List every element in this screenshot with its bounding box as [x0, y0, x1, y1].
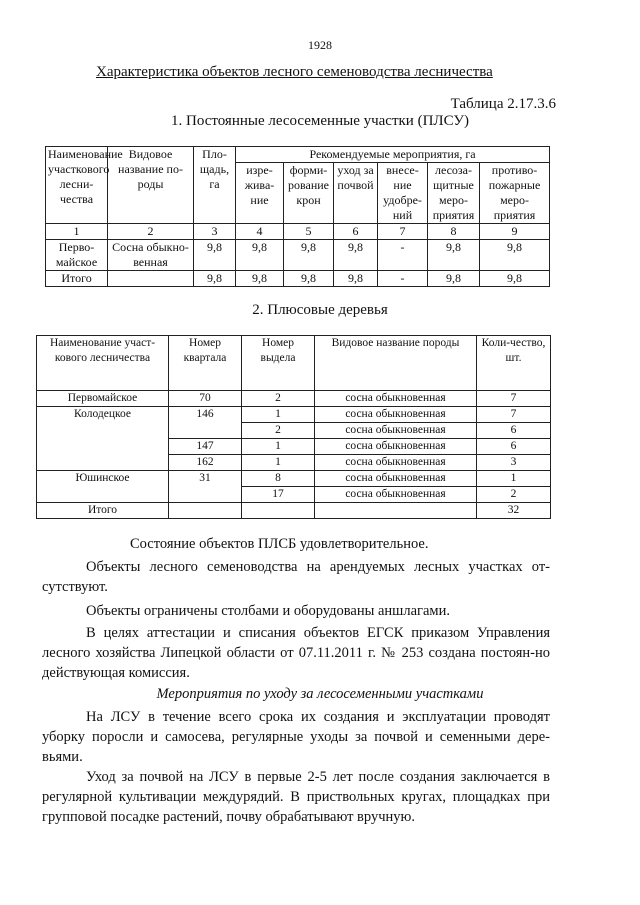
cell-species: сосна обыкновенная — [315, 471, 477, 487]
paragraph-text: В целях аттестации и списания объектов ЕГСК приказом Управления лесного хозяйства Липецкой области от 07.11.2011 г. № 253 создана постоян-но действующая комиссия. — [42, 625, 550, 681]
cell-value: 9,8 — [284, 271, 334, 287]
paragraph — [86, 534, 550, 554]
paragraph-text: На ЛСУ в течение всего срока их создания и эксплуатации проводят уборку поросли и самосева, регулярные уходы за почвой и семенными дере-вьями. — [42, 709, 550, 765]
col-number: 3 — [194, 224, 236, 240]
col-number: 7 — [378, 224, 428, 240]
section-1-title: 1. Постоянные лесосеменные участки (ПЛСУ) — [170, 113, 469, 129]
cell-species: Сосна обыкно-венная — [108, 240, 194, 271]
cell-value: - — [378, 271, 428, 287]
page-number: 1928 — [308, 38, 332, 52]
cell-value: 9,8 — [428, 240, 480, 271]
header-species: Видовое название по-роды — [108, 147, 194, 224]
header-quantity: Коли-чество, шт. — [477, 336, 551, 391]
table-header-row — [37, 336, 551, 391]
cell-area: 9,8 — [194, 271, 236, 287]
table-row — [37, 407, 551, 423]
cell-quantity: 2 — [477, 487, 551, 503]
cell-value: 9,8 — [236, 240, 284, 271]
cell-section: 2 — [242, 391, 315, 407]
cell-quantity: 32 — [477, 503, 551, 519]
cell-quantity: 6 — [477, 423, 551, 439]
header-fertilizing: внесе-ние удобре-ний — [378, 163, 428, 224]
cell-value: 9,8 — [334, 271, 378, 287]
cell-quantity: 3 — [477, 455, 551, 471]
table-total-row — [46, 271, 550, 287]
cell-species — [315, 503, 477, 519]
section-2-title: 2. Плюсовые деревья — [252, 302, 388, 318]
cell-quarter: 146 — [169, 407, 242, 439]
cell-name: Перво-майское — [46, 240, 108, 271]
column-number-row — [46, 224, 550, 240]
plsu-table — [45, 146, 550, 287]
cell-forestry: Юшинское — [37, 471, 169, 503]
cell-section: 1 — [242, 407, 315, 423]
header-quarter: Номер квартала — [169, 336, 242, 391]
cell-quarter: 31 — [169, 471, 242, 503]
header-area: Пло-щадь, га — [194, 147, 236, 224]
table-total-row — [37, 503, 551, 519]
cell-section — [242, 503, 315, 519]
table-row — [37, 471, 551, 487]
paragraph-text: Объекты ограничены столбами и оборудованы аншлагами. — [86, 603, 450, 619]
cell-section: 8 — [242, 471, 315, 487]
paragraph — [42, 707, 550, 767]
col-number: 5 — [284, 224, 334, 240]
paragraph — [42, 767, 550, 827]
cell-value: 9,8 — [428, 271, 480, 287]
cell-value: - — [378, 240, 428, 271]
cell-species: сосна обыкновенная — [315, 455, 477, 471]
table-row — [46, 240, 550, 271]
cell-forestry: Первомайское — [37, 391, 169, 407]
cell-forestry: Итого — [37, 503, 169, 519]
header-species: Видовое название породы — [315, 336, 477, 391]
cell-quantity: 6 — [477, 439, 551, 455]
cell-value: 9,8 — [480, 271, 550, 287]
cell-species — [108, 271, 194, 287]
cell-quantity: 7 — [477, 407, 551, 423]
col-number: 1 — [46, 224, 108, 240]
cell-quarter: 162 — [169, 455, 242, 471]
cell-area: 9,8 — [194, 240, 236, 271]
cell-section: 2 — [242, 423, 315, 439]
paragraph — [42, 623, 550, 683]
col-number: 2 — [108, 224, 194, 240]
plus-trees-table — [36, 335, 551, 519]
cell-value: 9,8 — [236, 271, 284, 287]
cell-species: сосна обыкновенная — [315, 439, 477, 455]
col-number: 6 — [334, 224, 378, 240]
subheading: Мероприятия по уходу за лесосеменными участками — [156, 686, 484, 702]
header-name: Наименование участкового лесни-чества — [46, 147, 108, 224]
header-section: Номер выдела — [242, 336, 315, 391]
header-crown-forming: форми-рование крон — [284, 163, 334, 224]
document-title: Характеристика объектов лесного семеноводства лесничества — [96, 64, 493, 80]
header-measures: Рекомендуемые мероприятия, га — [236, 147, 550, 163]
cell-quantity: 7 — [477, 391, 551, 407]
table-number: Таблица 2.17.3.6 — [450, 96, 556, 112]
cell-section: 1 — [242, 455, 315, 471]
header-fire-protection: противо-пожарные меро-приятия — [480, 163, 550, 224]
cell-species: сосна обыкновенная — [315, 391, 477, 407]
cell-species: сосна обыкновенная — [315, 487, 477, 503]
col-number: 4 — [236, 224, 284, 240]
cell-species: сосна обыкновенная — [315, 423, 477, 439]
paragraph — [42, 557, 550, 597]
col-number: 8 — [428, 224, 480, 240]
cell-species: сосна обыкновенная — [315, 407, 477, 423]
paragraph — [42, 601, 550, 621]
paragraph-text: Состояние объектов ПЛСБ удовлетворительное. — [130, 536, 429, 552]
header-thinning: изре-жива-ние — [236, 163, 284, 224]
paragraph-text: Объекты лесного семеноводства на арендуемых лесных участках от-сутствуют. — [42, 559, 550, 595]
cell-value: 9,8 — [334, 240, 378, 271]
cell-section: 1 — [242, 439, 315, 455]
cell-name: Итого — [46, 271, 108, 287]
header-forestry: Наименование участ-кового лесничества — [37, 336, 169, 391]
cell-quarter: 70 — [169, 391, 242, 407]
cell-value: 9,8 — [284, 240, 334, 271]
paragraph-text: Уход за почвой на ЛСУ в первые 2-5 лет после создания заключается в регулярной культивации междурядий. В приствольных кругах, площадках при групповой посадке растений, почву обрабатывают вручную. — [42, 769, 550, 825]
header-forest-protection: лесоза-щитные меро-приятия — [428, 163, 480, 224]
cell-forestry: Колодецкое — [37, 407, 169, 471]
header-soil-care: уход за почвой — [334, 163, 378, 224]
cell-value: 9,8 — [480, 240, 550, 271]
cell-quarter: 147 — [169, 439, 242, 455]
cell-quantity: 1 — [477, 471, 551, 487]
col-number: 9 — [480, 224, 550, 240]
table-row — [37, 391, 551, 407]
cell-quarter — [169, 503, 242, 519]
cell-section: 17 — [242, 487, 315, 503]
